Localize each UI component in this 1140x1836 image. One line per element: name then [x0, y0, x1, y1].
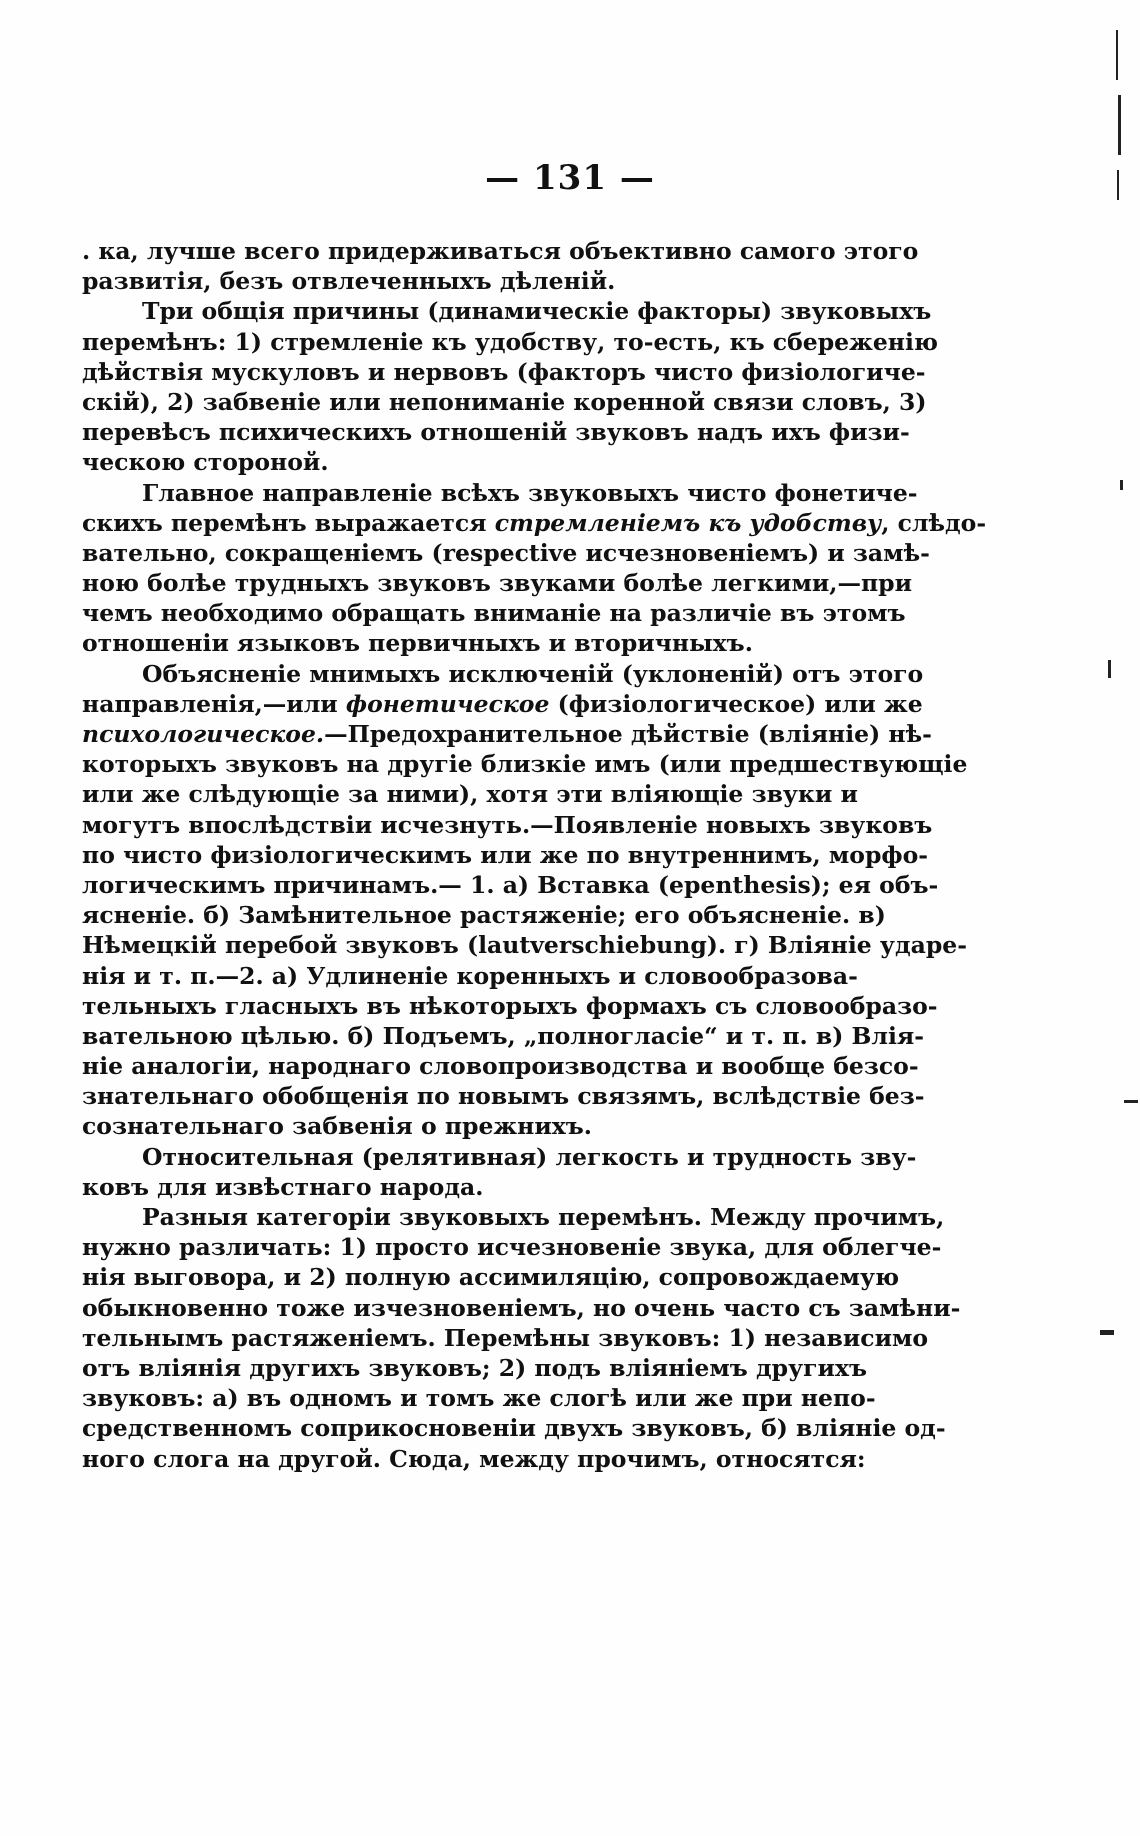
text-line: перемѣнъ: 1) стремленіе къ удобству, то-есть, къ сбереженію: [82, 327, 939, 356]
text-line: Разныя категоріи звуковыхъ перемѣнъ. Между прочимъ,: [142, 1203, 945, 1231]
text-line: ковъ для извѣстнаго народа.: [82, 1172, 484, 1201]
text-line: Нѣмецкій перебой звуковъ (lautverschiebung). г) Вліяніе ударе-: [82, 931, 967, 960]
text-line: направленія,—или фонетическое (физіологическое) или же: [82, 689, 923, 718]
text-line: Три общія причины (динамическіе факторы) звуковыхъ: [142, 297, 932, 326]
text-line: скій), 2) забвеніе или непониманіе коренной связи словъ, 3): [82, 387, 927, 416]
page-number: — 131 —: [485, 158, 655, 198]
text-line: . ка, лучше всего придерживаться объективно самого этого: [82, 237, 919, 265]
text-line: психологическое.—Предохранительное дѣйствіе (вліяніе) нѣ-: [82, 720, 932, 748]
text-line: отъ вліянія другихъ звуковъ; 2) подъ вліяніемъ другихъ: [82, 1353, 868, 1382]
text-line: Объясненіе мнимыхъ исключеній (уклоненій) отъ этого: [142, 659, 924, 688]
text-line: Относительная (релятивная) легкость и трудность зву-: [142, 1142, 917, 1171]
text-line: ніе аналогіи, народнаго словопроизводства и вообще безсо-: [82, 1052, 919, 1081]
text-line: звуковъ: a) въ одномъ и томъ же слогѣ или же при непо-: [82, 1384, 876, 1413]
text-line: ною болѣе трудныхъ звуковъ звуками болѣе легкими,—при: [82, 569, 913, 598]
text-line: чемъ необходимо обращать вниманіе на различіе въ этомъ: [82, 599, 906, 628]
text-line: тельныхъ гласныхъ въ нѣкоторыхъ формахъ съ словообразо-: [82, 991, 938, 1020]
text-line: сознательнаго забвенія о прежнихъ.: [82, 1112, 592, 1141]
text-line: ного слога на другой. Сюда, между прочимъ, относятся:: [82, 1444, 866, 1473]
text-line: тельнымъ растяженіемъ. Перемѣны звуковъ: 1) независимо: [82, 1323, 929, 1352]
text-line: могутъ впослѣдствіи исчезнуть.—Появленіе новыхъ звуковъ: [82, 810, 933, 839]
text-line: которыхъ звуковъ на другіе близкіе имъ (или предшествующіе: [82, 750, 968, 779]
scan-margin-marks: [1080, 0, 1140, 1836]
text-line: логическимъ причинамъ.— 1. a) Вставка (epenthesis); ея объ-: [82, 870, 939, 899]
body-text: [82, 236, 987, 1474]
text-line: вательно, сокращеніемъ (respective исчезновеніемъ) и замѣ-: [82, 538, 930, 567]
text-line: вательною цѣлью. б) Подъемъ, „полногласіе“ и т. п. в) Влія-: [82, 1021, 925, 1050]
text-line: отношеніи языковъ первичныхъ и вторичныхъ.: [82, 629, 753, 658]
text-line: нія выговора, и 2) полную ассимиляцію, сопровождаемую: [82, 1263, 900, 1292]
text-line: нія и т. п.—2. а) Удлиненіе коренныхъ и словообразова-: [82, 961, 858, 990]
text-line: Главное направленіе всѣхъ звуковыхъ чисто фонетиче-: [142, 478, 918, 507]
text-line: средственномъ соприкосновеніи двухъ звуковъ, б) вліяніе од-: [82, 1414, 946, 1443]
text-line: по чисто физіологическимъ или же по внутреннимъ, морфо-: [82, 840, 929, 869]
text-line: перевѣсъ психическихъ отношеній звуковъ надъ ихъ физи-: [82, 418, 910, 447]
text-line: нужно различать: 1) просто исчезновеніе звука, для облегче-: [82, 1233, 942, 1262]
text-line: ческою стороной.: [82, 448, 329, 477]
text-line: дѣйствія мускуловъ и нервовъ (факторъ чисто физіологиче-: [82, 357, 926, 386]
text-line: развитія, безъ отвлеченныхъ дѣленій.: [82, 267, 616, 296]
text-line: или же слѣдующіе за ними), хотя эти вліяющіе звуки и: [82, 780, 858, 809]
text-line: обыкновенно тоже изчезновеніемъ, но очень часто съ замѣни-: [82, 1293, 961, 1322]
text-line: знательнаго обобщенія по новымъ связямъ, вслѣдствіе без-: [82, 1082, 925, 1111]
text-line: скихъ перемѣнъ выражается стремленіемъ къ удобству, слѣдо-: [82, 508, 987, 537]
text-line: ясненіе. б) Замѣнительное растяженіе; его объясненіе. в): [82, 901, 886, 930]
